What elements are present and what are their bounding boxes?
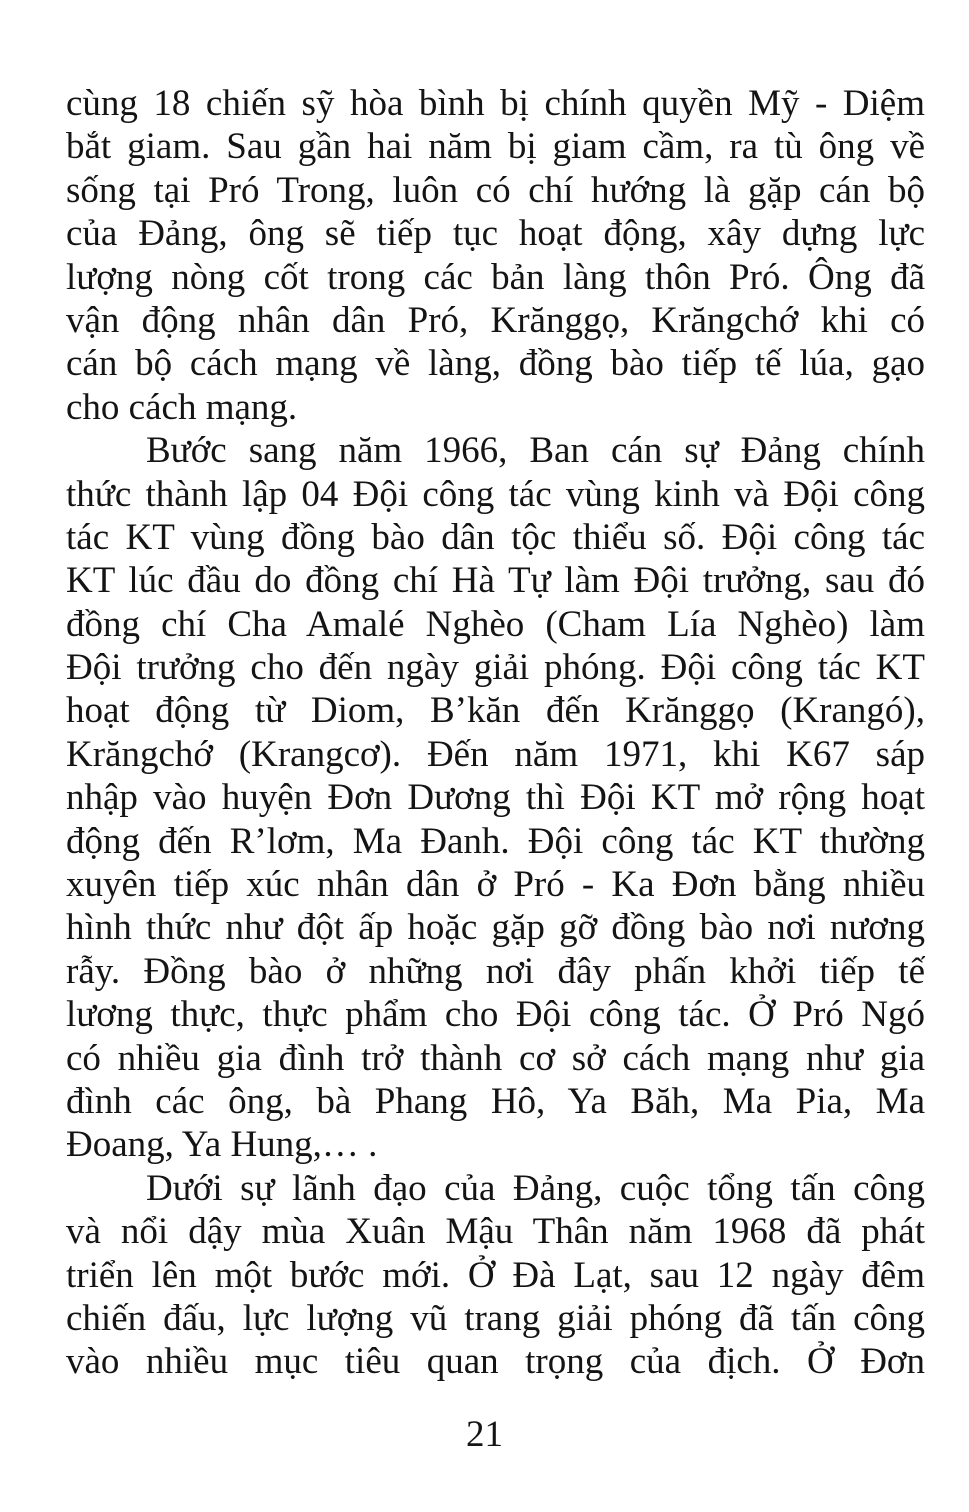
text-line: KT lúc đầu do đồng chí Hà Tự làm Đội trưởng, sau đó (66, 560, 925, 602)
text-line: Đội trưởng cho đến ngày giải phóng. Đội công tác KT (66, 647, 925, 689)
text-line: cho cách mạng. (66, 386, 298, 428)
text-line: Đoang, Ya Hung,… . (66, 1124, 378, 1166)
text-line: bắt giam. Sau gần hai năm bị giam cầm, ra tù ông về (66, 126, 925, 168)
text-line: đình các ông, bà Phang Hô, Ya Băh, Ma Pia, Ma (66, 1080, 925, 1122)
body-text (66, 82, 925, 1384)
page-number: 21 (466, 1414, 503, 1455)
text-line: sống tại Pró Trong, luôn có chí hướng là gặp cán bộ (66, 169, 925, 211)
text-line: hoạt động từ Diom, B’kăn đến Krănggọ (Krangó), (66, 690, 925, 732)
text-line: Bước sang năm 1966, Ban cán sự Đảng chính (146, 430, 925, 472)
paragraph-1 (66, 82, 925, 429)
text-line: lượng nòng cốt trong các bản làng thôn Pró. Ông đã (66, 256, 925, 298)
text-line: vận động nhân dân Pró, Krănggọ, Krăngchớ khi có (66, 299, 925, 341)
text-line: và nổi dậy mùa Xuân Mậu Thân năm 1968 đã phát (66, 1211, 925, 1253)
text-line: đồng chí Cha Amalé Nghèo (Cham Lía Nghèo) làm (66, 603, 925, 645)
text-line: cùng 18 chiến sỹ hòa bình bị chính quyền Mỹ - Diệm (66, 83, 925, 124)
text-line: động đến R’lơm, Ma Đanh. Đội công tác KT thường (66, 820, 925, 862)
text-line: của Đảng, ông sẽ tiếp tục hoạt động, xây dựng lực (66, 213, 925, 255)
text-line: Krăngchớ (Krangcơ). Đến năm 1971, khi K67 sáp (66, 733, 925, 775)
text-line: vào nhiều mục tiêu quan trọng của địch. Ở Đơn (66, 1341, 925, 1383)
text-line: xuyên tiếp xúc nhân dân ở Pró - Ka Đơn bằng nhiều (66, 864, 925, 906)
text-line: nhập vào huyện Đơn Dương thì Đội KT mở rộng hoạt (66, 777, 925, 819)
paragraph-3 (66, 1167, 925, 1384)
text-line: chiến đấu, lực lượng vũ trang giải phóng đã tấn công (66, 1297, 925, 1339)
paragraph-2 (66, 429, 925, 1167)
text-line: Dưới sự lãnh đạo của Đảng, cuộc tổng tấn công (146, 1167, 925, 1209)
text-line: triển lên một bước mới. Ở Đà Lạt, sau 12 ngày đêm (66, 1254, 925, 1296)
text-line: hình thức như đột ấp hoặc gặp gỡ đồng bào nơi nương (66, 907, 925, 949)
text-line: tác KT vùng đồng bào dân tộc thiểu số. Đội công tác (66, 516, 925, 558)
text-line: thức thành lập 04 Đội công tác vùng kinh và Đội công (66, 473, 925, 515)
text-line: có nhiều gia đình trở thành cơ sở cách mạng như gia (66, 1037, 925, 1079)
text-line: lương thực, thực phẩm cho Đội công tác. Ở Pró Ngó (66, 994, 925, 1036)
text-line: cán bộ cách mạng về làng, đồng bào tiếp tế lúa, gạo (66, 343, 925, 385)
text-line: rẫy. Đồng bào ở những nơi đây phấn khởi tiếp tế (66, 950, 925, 992)
